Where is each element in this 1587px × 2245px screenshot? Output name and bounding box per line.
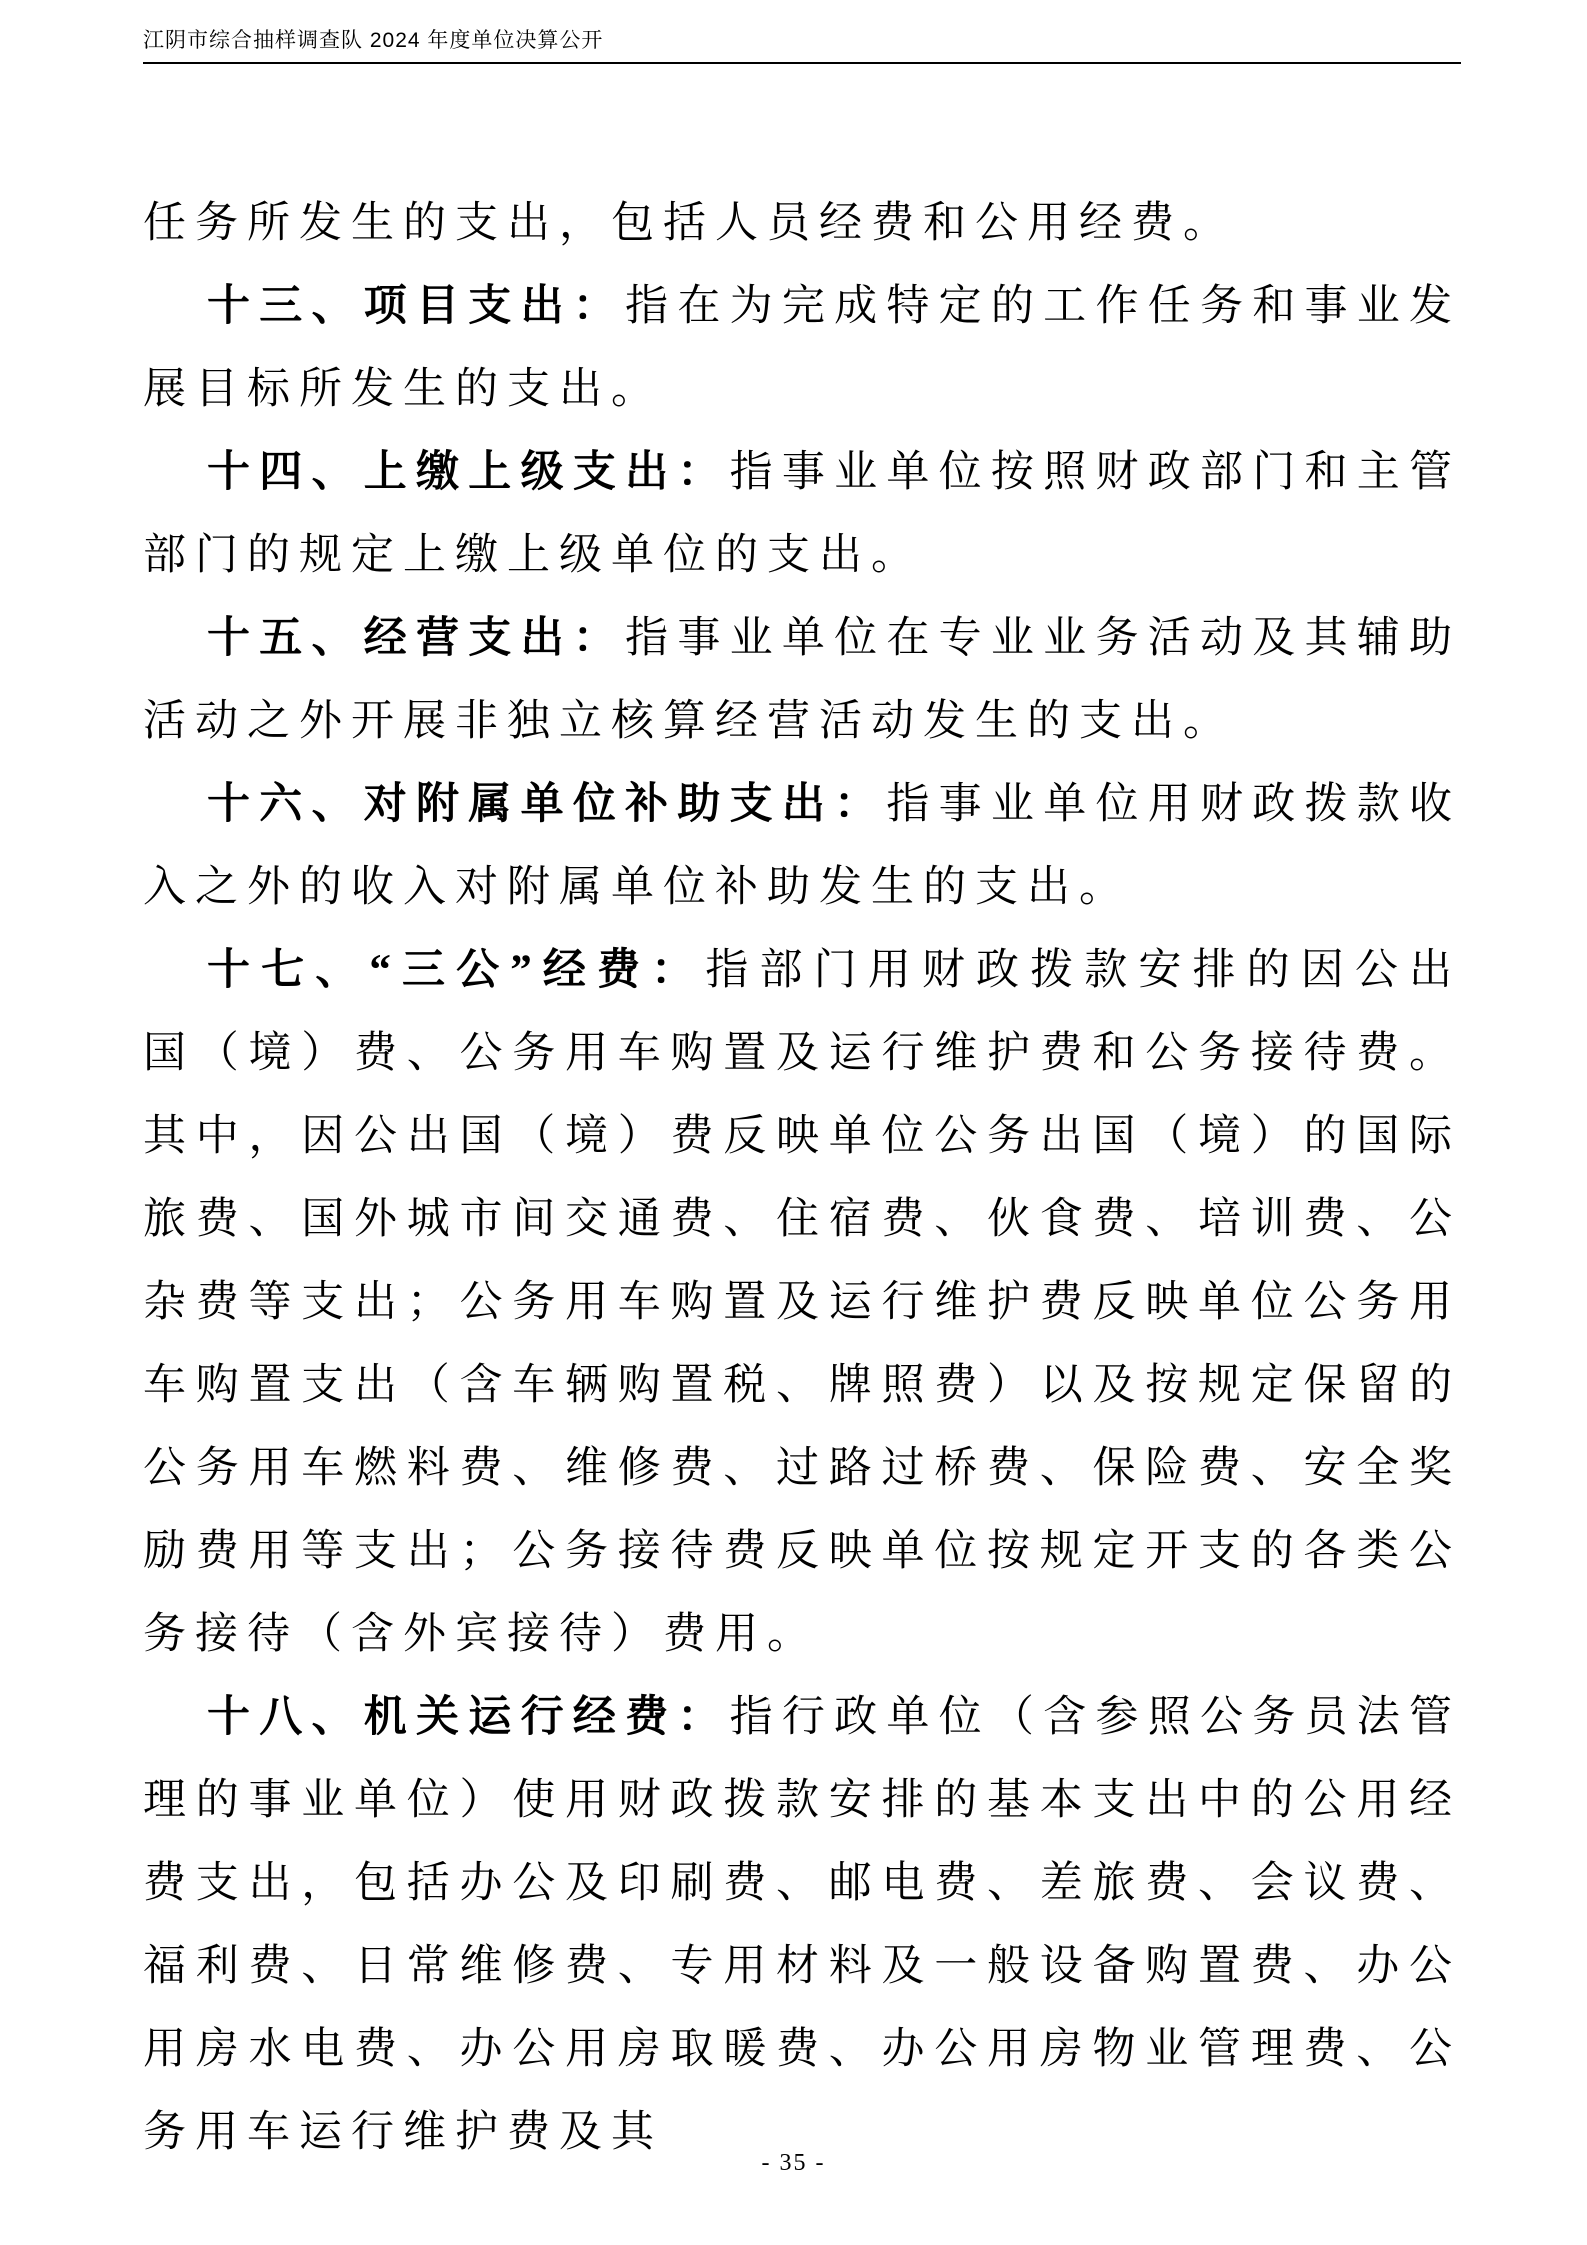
paragraph-text: 指事业单位按照财政部门和主管部门的规定上缴上级单位的支出。 — [143, 449, 1462, 579]
page-number: - 35 - — [761, 2150, 826, 2176]
paragraph-item-18 — [143, 1676, 1461, 2174]
term-label: 十六、对附属单位补助支出： — [207, 781, 887, 828]
paragraph-text: 任务所发生的支出，包括人员经费和公用经费。 — [143, 200, 1235, 247]
term-label: 十八、机关运行经费： — [207, 1694, 730, 1741]
header-rule — [143, 62, 1461, 64]
term-label: 十四、上缴上级支出： — [207, 449, 730, 496]
term-label: 十三、项目支出： — [207, 283, 626, 330]
paragraph-item-14 — [143, 431, 1461, 597]
paragraph-text: 指事业单位用财政拨款收入之外的收入对附属单位补助发生的支出。 — [143, 781, 1462, 911]
term-label: 十五、经营支出： — [207, 615, 626, 662]
paragraph-item-15 — [143, 597, 1461, 763]
paragraph-text: 指事业单位在专业业务活动及其辅助活动之外开展非独立核算经营活动发生的支出。 — [143, 615, 1462, 745]
paragraph-text: 指部门用财政拨款安排的因公出国（境）费、公务用车购置及运行维护费和公务接待费。其中，因公出国（境）费反映单位公务出国（境）的国际旅费、国外城市间交通费、住宿费、伙食费、培训费、公杂费等支出；公务用车购置及运行维护费反映单位公务用车购置支出（含车辆购置税、牌照费）以及按规定保留的公务用车燃料费、维修费、过路过桥费、保险费、安全奖励费用等支出；公务接待费反映单位按规定开支的各类公务接待（含外宾接待）费用。 — [143, 947, 1462, 1658]
paragraph-item-16 — [143, 763, 1461, 929]
page-header-title: 江阴市综合抽样调查队 2024 年度单位决算公开 — [143, 29, 604, 52]
paragraph-continuation — [143, 182, 1461, 265]
paragraph-text: 指行政单位（含参照公务员法管理的事业单位）使用财政拨款安排的基本支出中的公用经费支出，包括办公及印刷费、邮电费、差旅费、会议费、福利费、日常维修费、专用材料及一般设备购置费、办公用房水电费、办公用房取暖费、办公用房物业管理费、公务用车运行维护费及其 — [143, 1694, 1462, 2156]
document-body — [143, 182, 1461, 2174]
paragraph-item-17 — [143, 929, 1461, 1676]
term-label: 十七、“三公”经费： — [207, 947, 706, 994]
paragraph-text: 指在为完成特定的工作任务和事业发展目标所发生的支出。 — [143, 283, 1462, 413]
paragraph-item-13 — [143, 265, 1461, 431]
